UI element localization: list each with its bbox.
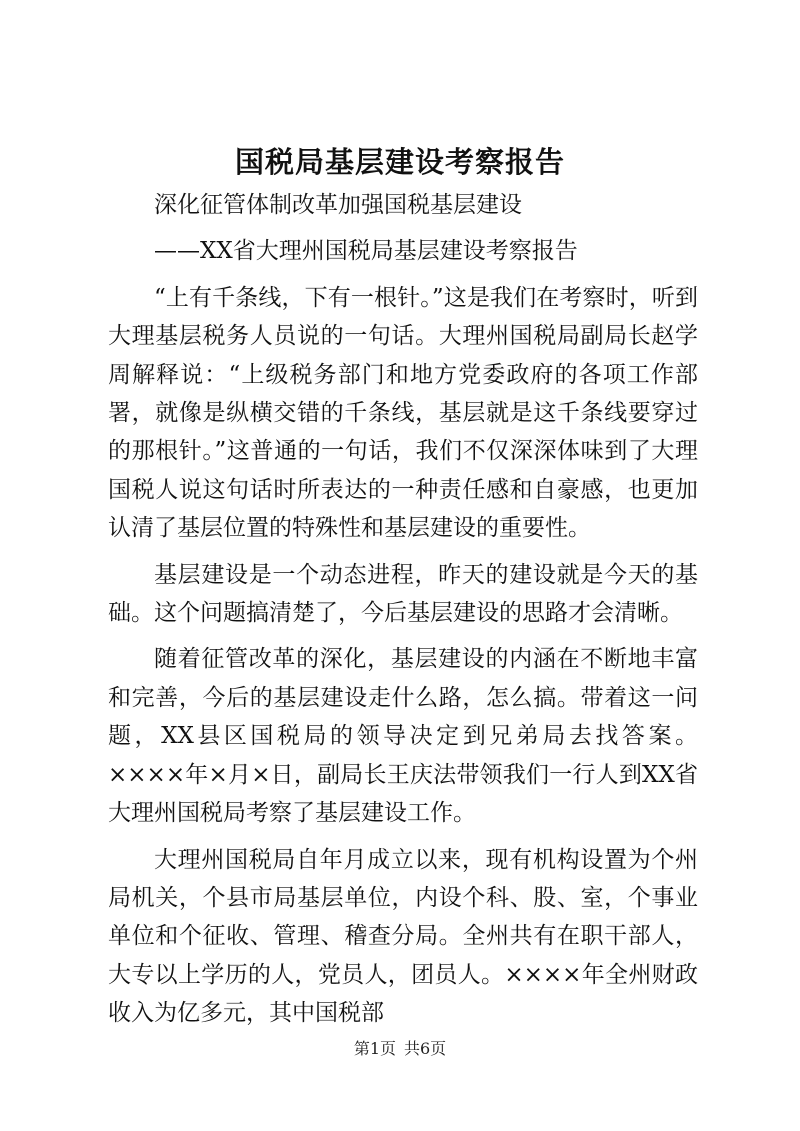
paragraph-3: 随着征管改革的深化，基层建设的内涵在不断地丰富和完善，今后的基层建设走什么路，怎么搞。带着这一问题，XX县区国税局的领导决定到兄弟局去找答案。××××年×月×日，副局长王庆法带领我们一行人到XX省大理州国税局考察了基层建设工作。 — [108, 646, 698, 827]
byline: ——XX省大理州国税局基层建设考察报告 — [154, 238, 578, 265]
paragraph-1: “上有千条线，下有一根针。”这是我们在考察时，听到大理基层税务人员说的一句话。大理州国税局副局长赵学周解释说：“上级税务部门和地方党委政府的各项工作部署，就像是纵横交错的千条线，基层就是这千条线要穿过的那根针。”这普通的一句话，我们不仅深深体味到了大理国税人说这句话时所表达的一种责任感和自豪感，也更加认清了基层位置的特殊性和基层建设的重要性。 — [108, 284, 698, 542]
paragraph-2: 基层建设是一个动态进程，昨天的建设就是今天的基础。这个问题搞清楚了，今后基层建设的思路才会清晰。 — [108, 561, 698, 627]
page-footer — [0, 1038, 800, 1060]
paragraph-4: 大理州国税局自年月成立以来，现有机构设置为个州局机关，个县市局基层单位，内设个科、股、室，个事业单位和个征收、管理、稽查分局。全州共有在职干部人，大专以上学历的人，党员人，团员人。××××年全州财政收入为亿多元，其中国税部 — [108, 846, 698, 1027]
page-total: 共6页 — [404, 1039, 447, 1058]
page-number: 第1页 — [353, 1039, 396, 1058]
subtitle: 深化征管体制改革加强国税基层建设 — [154, 192, 522, 218]
document-body — [108, 186, 698, 1033]
document-title: 国税局基层建设考察报告 — [234, 145, 565, 179]
